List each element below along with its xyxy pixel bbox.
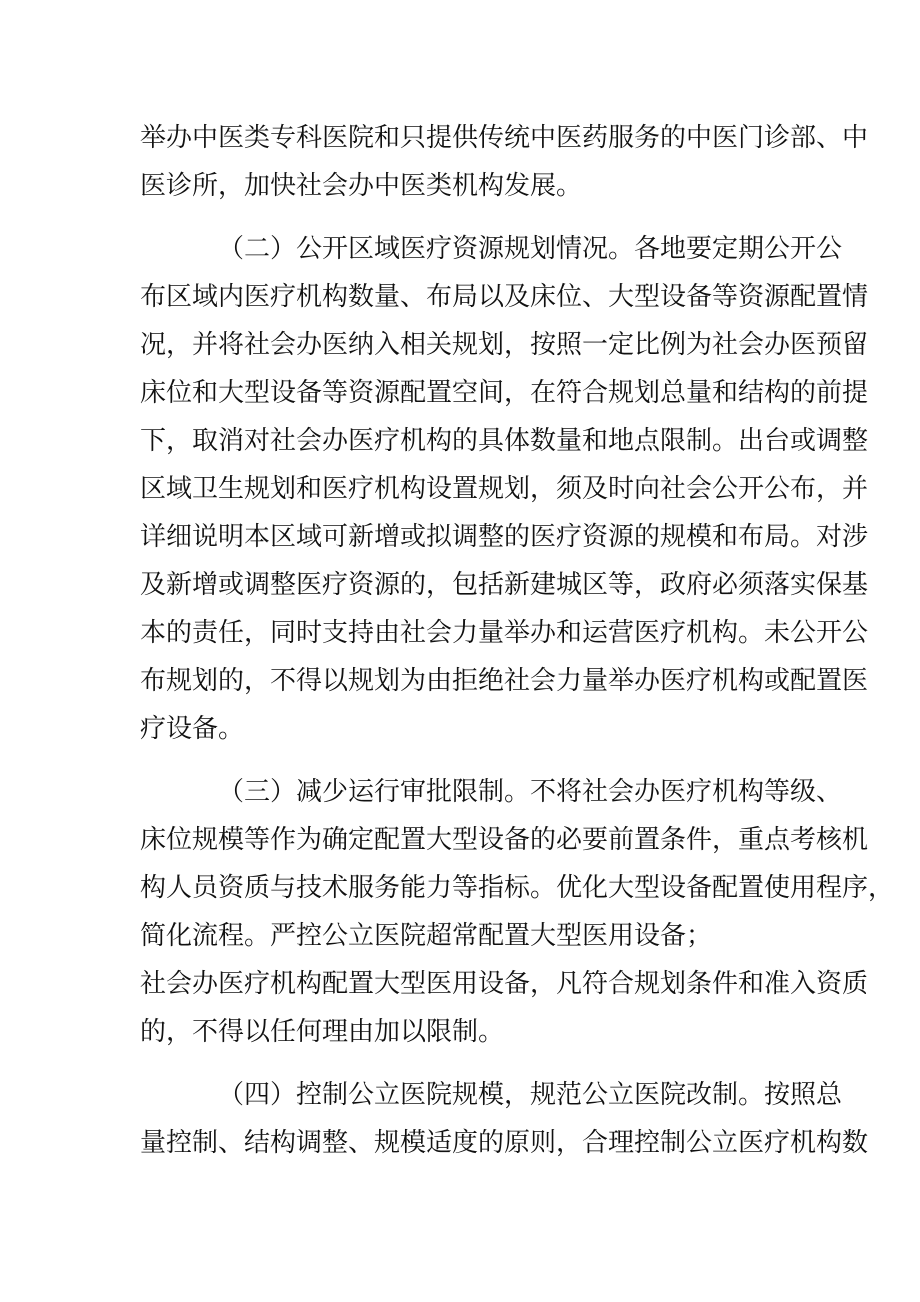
paragraph-line: 量控制、结构调整、规模适度的原则，合理控制公立医疗机构数	[140, 1128, 869, 1158]
paragraph-line: 社会办医疗机构配置大型医用设备，凡符合规划条件和准入资质	[140, 969, 869, 999]
paragraph-line: 本的责任，同时支持由社会力量举办和运营医疗机构。未公开公	[140, 618, 869, 648]
paragraph-line: 疗设备。	[140, 714, 245, 744]
paragraph-line: （三）减少运行审批限制。不将社会办医疗机构等级、	[218, 777, 843, 807]
paragraph-line: 详细说明本区域可新增或拟调整的医疗资源的规模和布局。对涉	[140, 522, 869, 552]
paragraph-line: （四）控制公立医院规模，规范公立医院改制。按照总	[218, 1080, 843, 1110]
paragraph-line: 构人员资质与技术服务能力等指标。优化大型设备配置使用程序，	[140, 873, 895, 903]
paragraph-line: 况，并将社会办医纳入相关规划，按照一定比例为社会办医预留	[140, 330, 869, 360]
paragraph-line: 床位规模等作为确定配置大型设备的必要前置条件，重点考核机	[140, 825, 869, 855]
paragraph-line: 布规划的，不得以规划为由拒绝社会力量举办医疗机构或配置医	[140, 666, 869, 696]
paragraph-line: 的，不得以任何理由加以限制。	[140, 1017, 505, 1047]
paragraph-line: 布区域内医疗机构数量、布局以及床位、大型设备等资源配置情	[140, 282, 869, 312]
paragraph-line: 区域卫生规划和医疗机构设置规划，须及时向社会公开公布，并	[140, 474, 869, 504]
paragraph-line: 简化流程。严控公立医院超常配置大型医用设备；	[140, 921, 713, 951]
paragraph-line: 及新增或调整医疗资源的，包括新建城区等，政府必须落实保基	[140, 570, 869, 600]
paragraph-line: 医诊所，加快社会办中医类机构发展。	[140, 171, 583, 201]
paragraph-line: （二）公开区域医疗资源规划情况。各地要定期公开公	[218, 234, 843, 264]
paragraph-line: 下，取消对社会办医疗机构的具体数量和地点限制。出台或调整	[140, 426, 869, 456]
paragraph-line: 举办中医类专科医院和只提供传统中医药服务的中医门诊部、中	[140, 123, 869, 153]
paragraph-line: 床位和大型设备等资源配置空间，在符合规划总量和结构的前提	[140, 378, 869, 408]
